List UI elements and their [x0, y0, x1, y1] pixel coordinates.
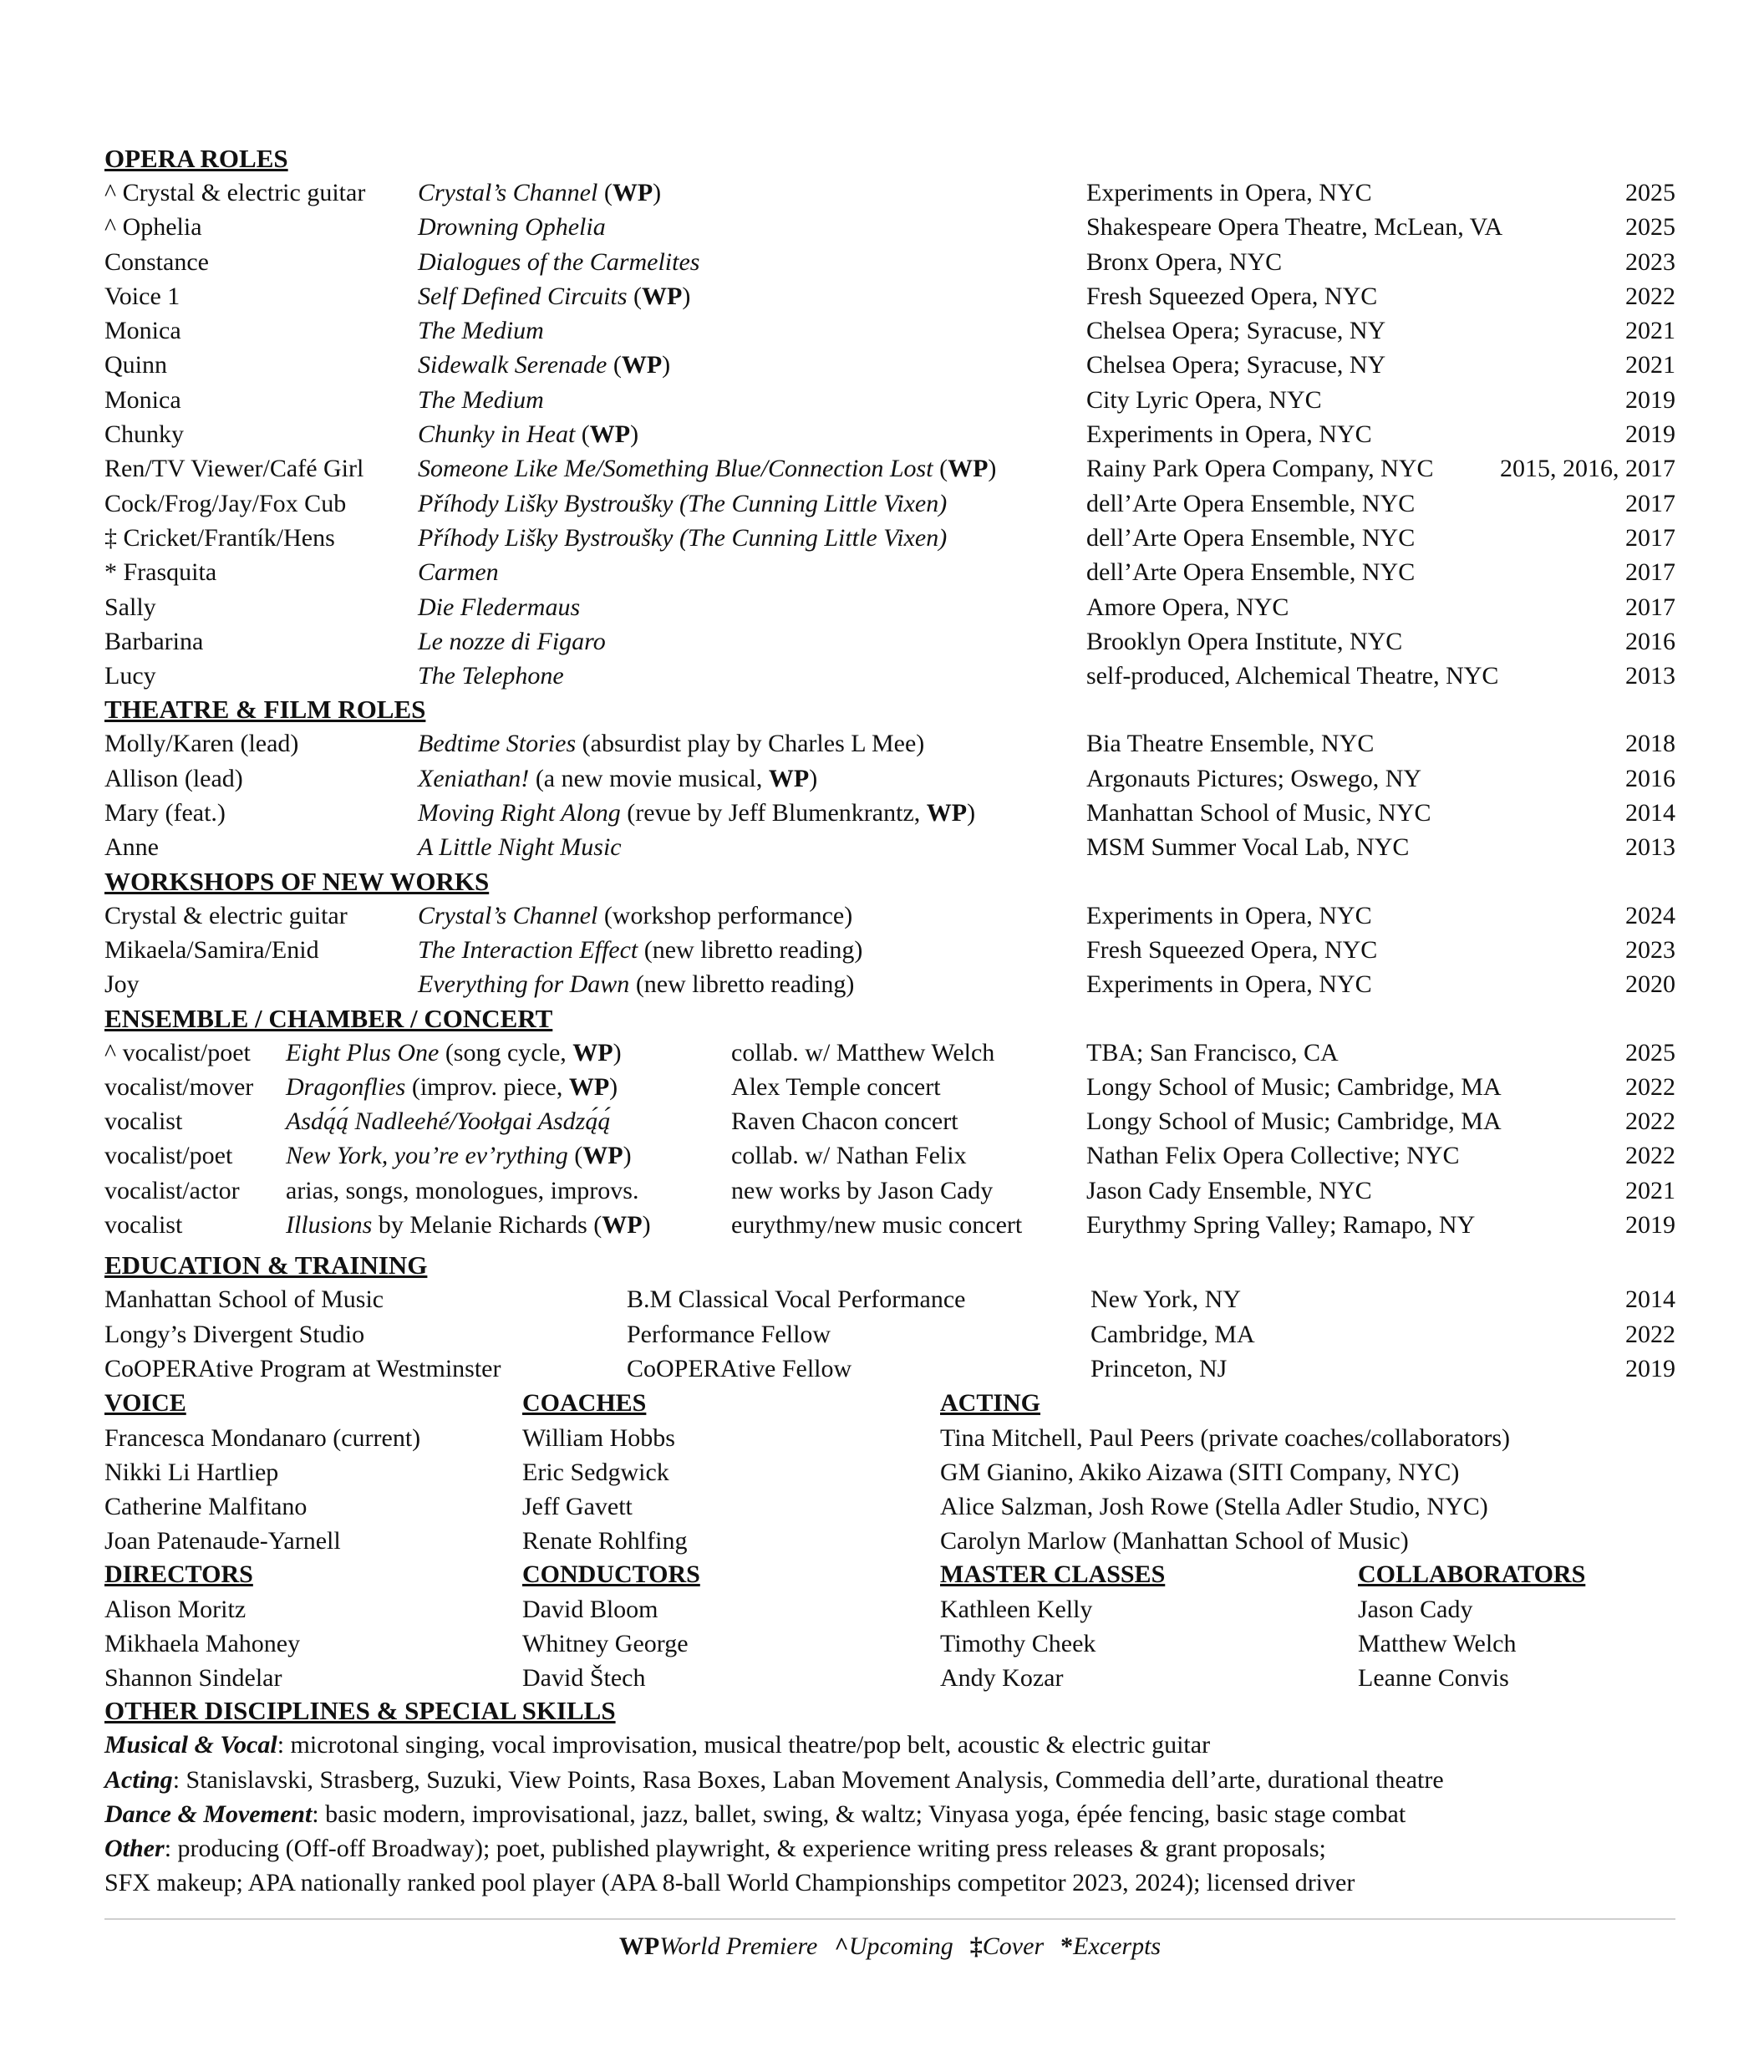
year: 2022: [1625, 1072, 1675, 1101]
company: City Lyric Opera, NYC: [1086, 385, 1322, 414]
company: MSM Summer Vocal Lab, NYC: [1086, 833, 1410, 862]
role-row: [104, 967, 1675, 1001]
theatre-film-roles-heading: THEATRE & FILM ROLES: [104, 695, 426, 725]
company: Fresh Squeezed Opera, NYC: [1086, 935, 1378, 964]
role-name: Monica: [104, 317, 181, 345]
work-title: Le nozze di Figaro: [418, 627, 606, 655]
program: B.M Classical Vocal Performance: [627, 1285, 966, 1314]
company: Argonauts Pictures; Oswego, NY: [1086, 764, 1422, 792]
role-row: [104, 933, 1675, 967]
role-name: ‡ Cricket/Frantík/Hens: [104, 523, 335, 552]
skill-line: Musical & Vocal: microtonal singing, vocal improvisation, musical theatre/pop belt, acoustic & electric guitar: [104, 1731, 1211, 1759]
company: Jason Cady Ensemble, NYC: [1086, 1176, 1372, 1204]
skill-line: SFX makeup; APA nationally ranked pool player (APA 8-ball World Championships competitor 2023, 2024); licensed driver: [104, 1869, 1355, 1897]
skills-heading: OTHER DISCIPLINES & SPECIAL SKILLS: [104, 1696, 616, 1726]
person-name: Kathleen Kelly: [940, 1595, 1093, 1623]
company: TBA; San Francisco, CA: [1086, 1038, 1339, 1067]
person-name: Leanne Convis: [1358, 1664, 1509, 1693]
education-row: [104, 1317, 1675, 1352]
school: Longy’s Divergent Studio: [104, 1320, 365, 1348]
role-name: Crystal & electric guitar: [104, 901, 348, 929]
role-name: Voice 1: [104, 282, 180, 310]
year: 2020: [1625, 970, 1675, 999]
column-heading: DIRECTORS: [104, 1560, 253, 1589]
year: 2016: [1625, 627, 1675, 655]
person-name: Andy Kozar: [940, 1664, 1064, 1693]
role-row: [104, 210, 1675, 244]
person-name: Whitney George: [522, 1629, 689, 1657]
collaboration-note: collab. w/ Matthew Welch: [731, 1038, 995, 1067]
collaboration-note: new works by Jason Cady: [731, 1176, 994, 1204]
year: 2023: [1625, 247, 1675, 276]
role-name: Mikaela/Samira/Enid: [104, 935, 319, 964]
year: 2014: [1625, 1285, 1675, 1314]
year: 2022: [1625, 1107, 1675, 1136]
role-name: Anne: [104, 833, 159, 862]
education-row: [104, 1352, 1675, 1386]
column-heading: ACTING: [940, 1389, 1041, 1418]
year: 2019: [1625, 1211, 1675, 1240]
work-title: Eight Plus One (song cycle, WP): [286, 1038, 622, 1067]
role-row: [104, 279, 1675, 313]
role-name: vocalist: [104, 1211, 183, 1240]
work-title: A Little Night Music: [418, 833, 622, 862]
role-row: [104, 555, 1675, 589]
work-title: Everything for Dawn (new libretto reading): [418, 970, 855, 999]
teachers-grid-column: [104, 1386, 420, 1558]
role-name: Joy: [104, 970, 140, 999]
role-name: Molly/Karen (lead): [104, 730, 299, 758]
person-name: Matthew Welch: [1358, 1629, 1517, 1657]
role-row: [104, 659, 1675, 693]
person-name: Eric Sedgwick: [522, 1458, 669, 1486]
work-title: Die Fledermaus: [418, 593, 581, 621]
work-title: Self Defined Circuits (WP): [418, 282, 691, 310]
company: Rainy Park Opera Company, NYC: [1086, 455, 1434, 483]
work-title: Carmen: [418, 558, 499, 587]
year: 2025: [1625, 213, 1675, 242]
column-heading: VOICE: [104, 1389, 186, 1418]
company: Chelsea Opera; Syracuse, NY: [1086, 351, 1386, 379]
role-name: Sally: [104, 593, 156, 621]
person-name: Joan Patenaude-Yarnell: [104, 1527, 341, 1555]
company: Experiments in Opera, NYC: [1086, 901, 1372, 929]
teachers-grid: [104, 1386, 1675, 1557]
location: Cambridge, MA: [1090, 1320, 1255, 1348]
ensemble-row: [104, 1173, 1675, 1208]
year: 2022: [1625, 282, 1675, 310]
role-name: vocalist/mover: [104, 1072, 254, 1101]
role-row: [104, 176, 1675, 210]
skill-line: Dance & Movement: basic modern, improvisational, jazz, ballet, swing, & waltz; Vinyasa yoga, épée fencing, basic stage combat: [104, 1800, 1406, 1828]
work-title: Xeniathan! (a new movie musical, WP): [418, 764, 818, 792]
work-title: Illusions by Melanie Richards (WP): [286, 1211, 651, 1240]
people-grid: [104, 1557, 1675, 1694]
work-title: Crystal’s Channel (WP): [418, 179, 662, 206]
collaboration-note: collab. w/ Nathan Felix: [731, 1142, 967, 1170]
company: dell’Arte Opera Ensemble, NYC: [1086, 558, 1416, 587]
person-name: GM Gianino, Akiko Aizawa (SITI Company, NYC): [940, 1458, 1460, 1486]
company: Bia Theatre Ensemble, NYC: [1086, 730, 1375, 758]
column-heading: COLLABORATORS: [1358, 1560, 1586, 1589]
role-row: [104, 830, 1675, 864]
company: Longy School of Music; Cambridge, MA: [1086, 1072, 1502, 1101]
year: 2015, 2016, 2017: [1500, 455, 1675, 483]
ensemble-row: [104, 1104, 1675, 1138]
collaboration-note: eurythmy/new music concert: [731, 1211, 1023, 1240]
person-name: Catherine Malfitano: [104, 1493, 308, 1521]
role-name: vocalist/poet: [104, 1142, 233, 1170]
company: dell’Arte Opera Ensemble, NYC: [1086, 489, 1416, 517]
people-grid-column: [522, 1557, 700, 1695]
person-name: William Hobbs: [522, 1423, 675, 1452]
person-name: Carolyn Marlow (Manhattan School of Music): [940, 1527, 1409, 1555]
year: 2024: [1625, 901, 1675, 929]
role-row: [104, 899, 1675, 933]
role-row: [104, 417, 1675, 451]
company: Nathan Felix Opera Collective; NYC: [1086, 1142, 1460, 1170]
role-row: [104, 521, 1675, 555]
work-title: Moving Right Along (revue by Jeff Blumenkrantz, WP): [418, 799, 976, 827]
role-row: [104, 796, 1675, 830]
role-name: Lucy: [104, 662, 156, 690]
person-name: Jeff Gavett: [522, 1493, 633, 1521]
work-title: The Medium: [418, 385, 544, 414]
work-title: Dialogues of the Carmelites: [418, 247, 700, 276]
year: 2017: [1625, 489, 1675, 517]
role-name: Cock/Frog/Jay/Fox Cub: [104, 489, 347, 517]
company: dell’Arte Opera Ensemble, NYC: [1086, 523, 1416, 552]
person-name: Alison Moritz: [104, 1595, 247, 1623]
education-row: [104, 1282, 1675, 1316]
work-title: The Telephone: [418, 662, 564, 690]
person-name: Jason Cady: [1358, 1595, 1473, 1623]
legend-item: ‡Cover: [969, 1932, 1045, 1960]
company: Experiments in Opera, NYC: [1086, 970, 1372, 999]
role-row: [104, 590, 1675, 624]
year: 2013: [1625, 662, 1675, 690]
teachers-grid-column: [940, 1386, 1510, 1558]
role-name: ^ Ophelia: [104, 213, 202, 242]
role-row: [104, 451, 1675, 486]
role-name: Constance: [104, 247, 209, 276]
company: Shakespeare Opera Theatre, McLean, VA: [1086, 213, 1503, 242]
role-row: [104, 245, 1675, 279]
company: Fresh Squeezed Opera, NYC: [1086, 282, 1378, 310]
skill-line: Other: producing (Off-off Broadway); poet, published playwright, & experience writing press releases & grant proposals;: [104, 1835, 1326, 1863]
school: CoOPERAtive Program at Westminster: [104, 1354, 501, 1382]
person-name: Alice Salzman, Josh Rowe (Stella Adler Studio, NYC): [940, 1493, 1488, 1521]
year: 2017: [1625, 523, 1675, 552]
year: 2014: [1625, 799, 1675, 827]
people-grid-column: [940, 1557, 1165, 1695]
year: 2025: [1625, 179, 1675, 206]
year: 2018: [1625, 730, 1675, 758]
person-name: Mikhaela Mahoney: [104, 1629, 301, 1657]
person-name: Renate Rohlfing: [522, 1527, 688, 1555]
work-title: Drowning Ophelia: [418, 213, 606, 242]
company: Eurythmy Spring Valley; Ramapo, NY: [1086, 1211, 1476, 1240]
work-title: Someone Like Me/Something Blue/Connection Lost (WP): [418, 455, 997, 483]
role-name: Allison (lead): [104, 764, 243, 792]
resume-page: [104, 142, 1675, 1901]
year: 2021: [1625, 317, 1675, 345]
year: 2021: [1625, 351, 1675, 379]
collaboration-note: Raven Chacon concert: [731, 1107, 958, 1136]
legend: [104, 1918, 1675, 1965]
person-name: Tina Mitchell, Paul Peers (private coaches/collaborators): [940, 1423, 1511, 1452]
person-name: Shannon Sindelar: [104, 1664, 282, 1693]
role-row: [104, 761, 1675, 796]
year: 2017: [1625, 558, 1675, 587]
opera-roles-heading: OPERA ROLES: [104, 144, 288, 173]
company: Brooklyn Opera Institute, NYC: [1086, 627, 1403, 655]
legend-item: *Excerpts: [1060, 1932, 1162, 1960]
ensemble-row: [104, 1208, 1675, 1242]
role-name: Chunky: [104, 420, 185, 449]
work-title: Příhody Lišky Bystroušky (The Cunning Little Vixen): [418, 489, 948, 517]
ensemble-row: [104, 1036, 1675, 1070]
role-row: [104, 624, 1675, 659]
workshops-heading: WORKSHOPS OF NEW WORKS: [104, 866, 490, 896]
role-name: Ren/TV Viewer/Café Girl: [104, 455, 364, 483]
work-title: arias, songs, monologues, improvs.: [286, 1176, 639, 1204]
work-title: New York, you’re ev’rything (WP): [286, 1142, 632, 1170]
skill-line: Acting: Stanislavski, Strasberg, Suzuki, View Points, Rasa Boxes, Laban Movement Analysis, Commedia dell’arte, durational theatre: [104, 1765, 1444, 1794]
column-heading: COACHES: [522, 1389, 647, 1418]
role-row: [104, 348, 1675, 382]
work-title: Dragonflies (improv. piece, WP): [286, 1072, 618, 1101]
company: Manhattan School of Music, NYC: [1086, 799, 1431, 827]
ensemble-row: [104, 1138, 1675, 1173]
role-name: * Frasquita: [104, 558, 217, 587]
year: 2019: [1625, 1354, 1675, 1382]
year: 2017: [1625, 593, 1675, 621]
work-title: Crystal’s Channel (workshop performance): [418, 901, 853, 929]
ensemble-row: [104, 1070, 1675, 1104]
company: Experiments in Opera, NYC: [1086, 420, 1372, 449]
education-heading: EDUCATION & TRAINING: [104, 1250, 428, 1280]
location: Princeton, NJ: [1090, 1354, 1228, 1382]
school: Manhattan School of Music: [104, 1285, 384, 1314]
year: 2019: [1625, 385, 1675, 414]
person-name: Nikki Li Hartliep: [104, 1458, 279, 1486]
year: 2022: [1625, 1320, 1675, 1348]
people-grid-column: [1358, 1557, 1585, 1695]
person-name: Francesca Mondanaro (current): [104, 1423, 421, 1452]
collaboration-note: Alex Temple concert: [731, 1072, 941, 1101]
work-title: Příhody Lišky Bystroušky (The Cunning Little Vixen): [418, 523, 948, 552]
company: Bronx Opera, NYC: [1086, 247, 1283, 276]
year: 2022: [1625, 1142, 1675, 1170]
column-heading: MASTER CLASSES: [940, 1560, 1166, 1589]
teachers-grid-column: [522, 1386, 687, 1558]
program: CoOPERAtive Fellow: [627, 1354, 852, 1382]
company: Amore Opera, NYC: [1086, 593, 1289, 621]
year: 2023: [1625, 935, 1675, 964]
role-row: [104, 726, 1675, 761]
work-title: Asdą́ą́ Nadleehé/Yoołgai Asdzą́ą́: [286, 1107, 611, 1136]
legend-item: ^Upcoming: [834, 1932, 953, 1960]
company: Experiments in Opera, NYC: [1086, 179, 1372, 206]
role-name: Quinn: [104, 351, 167, 379]
year: 2016: [1625, 764, 1675, 792]
role-name: Monica: [104, 385, 181, 414]
legend-item: WPWorld Premiere: [618, 1932, 818, 1960]
location: New York, NY: [1090, 1285, 1242, 1314]
year: 2019: [1625, 420, 1675, 449]
role-name: ^ Crystal & electric guitar: [104, 179, 366, 206]
people-grid-column: [104, 1557, 300, 1695]
company: self-produced, Alchemical Theatre, NYC: [1086, 662, 1499, 690]
program: Performance Fellow: [627, 1320, 831, 1348]
role-name: vocalist/actor: [104, 1176, 240, 1204]
year: 2021: [1625, 1176, 1675, 1204]
work-title: Chunky in Heat (WP): [418, 420, 639, 449]
role-row: [104, 383, 1675, 417]
work-title: Sidewalk Serenade (WP): [418, 351, 671, 379]
year: 2013: [1625, 833, 1675, 862]
ensemble-heading: ENSEMBLE / CHAMBER / CONCERT: [104, 1003, 553, 1033]
role-name: vocalist: [104, 1107, 183, 1136]
role-name: Barbarina: [104, 627, 204, 655]
work-title: The Medium: [418, 317, 544, 345]
work-title: The Interaction Effect (new libretto reading): [418, 935, 863, 964]
company: Chelsea Opera; Syracuse, NY: [1086, 317, 1386, 345]
company: Longy School of Music; Cambridge, MA: [1086, 1107, 1502, 1136]
column-heading: CONDUCTORS: [522, 1560, 700, 1589]
role-name: Mary (feat.): [104, 799, 226, 827]
role-name: ^ vocalist/poet: [104, 1038, 251, 1067]
person-name: David Bloom: [522, 1595, 658, 1623]
year: 2025: [1625, 1038, 1675, 1067]
work-title: Bedtime Stories (absurdist play by Charles L Mee): [418, 730, 925, 758]
person-name: David Štech: [522, 1664, 646, 1693]
role-row: [104, 313, 1675, 348]
role-row: [104, 486, 1675, 521]
person-name: Timothy Cheek: [940, 1629, 1096, 1657]
